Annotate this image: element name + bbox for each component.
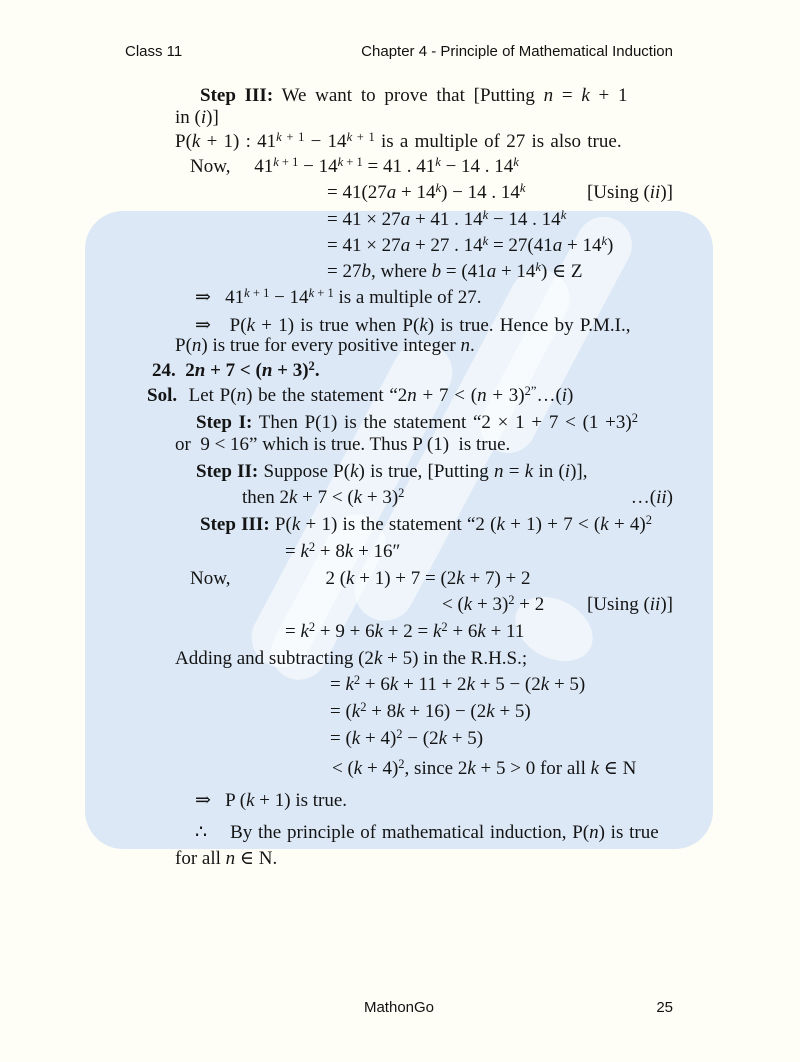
content-line [147, 846, 673, 872]
content-line [147, 566, 673, 592]
content-line-text: < $(k + 3)^2 + 2$ [442, 593, 545, 615]
content-line-text: = 27b, where $b = (41a + 14^k)$ ∈ Z [327, 260, 583, 282]
page-header [125, 43, 673, 61]
content-line-annotation: …(ii) [630, 487, 673, 508]
content-line-text: = 41 × 27a + 27 . $14^k = 27(41a + 14^k)$ [327, 234, 614, 256]
content-line-text: for all n ∈ N. [175, 848, 278, 869]
content-line [147, 333, 673, 359]
content-line [147, 539, 673, 565]
content-line-text: = $k^2 + 6k + 11 + 2k + 5 - (2k + 5)$ [330, 673, 586, 695]
content-line [147, 459, 673, 485]
content-line [147, 432, 673, 458]
content-line [147, 619, 673, 645]
content-line-text: Step I: Then P(1) is the statement “$2 \times 1 + 7 < (1 +3)^2$ [196, 411, 638, 433]
page-number: 25 [656, 999, 673, 1016]
header-class-label: Class 11 [125, 43, 183, 60]
content-line-text: P(k + 1) : $41^{k + 1} - 14^{k + 1}$ is a multiple of 27 is also true. [175, 130, 622, 152]
content-line-text: Sol. Let P(n) be the statement “$2n + 7 < (n + 3)^{2”}\dots(i)$ [147, 384, 574, 406]
content-line-text: ⇒ $41^{k + 1} - 14^{k + 1}$ is a multiple of 27. [195, 286, 482, 308]
content-line [147, 105, 673, 131]
content-line [147, 672, 673, 698]
content-line-text: P(n) is true for every positive integer n. [175, 335, 475, 356]
content-line-annotation: [Using (ii)] [586, 182, 673, 203]
content-line [147, 485, 673, 511]
content-line [147, 129, 673, 155]
content-line [147, 820, 673, 846]
content-line-text: Now, 2 (k + 1) + 7 = (2k + 7) + 2 [190, 568, 531, 589]
content-line-text: = $41(27a + 14^k) - 14$ . 14$^k$ [327, 181, 526, 203]
content-line [147, 154, 673, 180]
content-line-text: Step III: We want to prove that [Putting n = k + 1 [200, 85, 628, 106]
content-line [147, 207, 673, 233]
content-line [147, 756, 673, 782]
header-chapter-title: Chapter 4 - Principle of Mathematical Induction [361, 43, 673, 60]
content-line [147, 358, 673, 384]
content-line [147, 383, 673, 409]
content-line-text: = $(k^2 + 8k + 16) - (2k + 5)$ [330, 700, 531, 722]
content-line [147, 259, 673, 285]
content-line [147, 699, 673, 725]
content-line-text: Step III: P(k + 1) is the statement “2 $(k + 1) + 7 < (k + 4)^2$ [200, 513, 652, 535]
content-line-text: = $k^2 + 8k + 16''$ [285, 540, 401, 562]
content-line [147, 285, 673, 311]
content-line [147, 512, 673, 538]
content-line [147, 646, 673, 672]
content-line-text: ⇒ P (k + 1) is true. [195, 790, 348, 811]
brand-name: MathonGo [363, 999, 435, 1016]
content-line [147, 233, 673, 259]
content-line [147, 180, 673, 206]
content-line-text: = 41 × 27a + 41 . $14^k - 14$ . 14$^k$ [327, 208, 567, 230]
content-line [147, 592, 673, 618]
content-line-annotation: [Using (ii)] [586, 594, 673, 615]
content-line-text: ∴ By the principle of mathematical induction, P(n) is true [195, 822, 659, 843]
content-line-text: Now, $41^{k + 1} - 14^{k + 1} = 41$ . $41^k - 14$ . 14$^k$ [190, 155, 519, 177]
content-line-text: ⇒ P(k + 1) is true when P(k) is true. Hence by P.M.I., [195, 315, 631, 336]
content-line-text: < $(k + 4)^2$, since 2k + 5 > 0 for all k ∈ N [332, 757, 637, 779]
content-line-text: 24. $2n + 7 < (n + 3)^2$. [152, 359, 320, 381]
content-line-text: Adding and subtracting (2k + 5) in the R.H.S.; [175, 648, 528, 669]
solution-text [147, 83, 673, 872]
content-line [147, 788, 673, 814]
content-line-text: = $(k + 4)^2 - (2k + 5)$ [330, 727, 484, 749]
content-line-text: or 9 < 16” which is true. Thus P (1) is true. [175, 434, 511, 455]
content-line [147, 726, 673, 752]
content-line-text: then $2k + 7 < (k + 3)^2$ [242, 486, 405, 508]
content-line-text: in (i)] [175, 107, 219, 128]
content-line-text: Step II: Suppose P(k) is true, [Putting n = k in (i)], [196, 461, 588, 482]
content-line-text: = $k^2 + 9 + 6k + 2 = k^2 + 6k + 11$ [285, 620, 525, 642]
